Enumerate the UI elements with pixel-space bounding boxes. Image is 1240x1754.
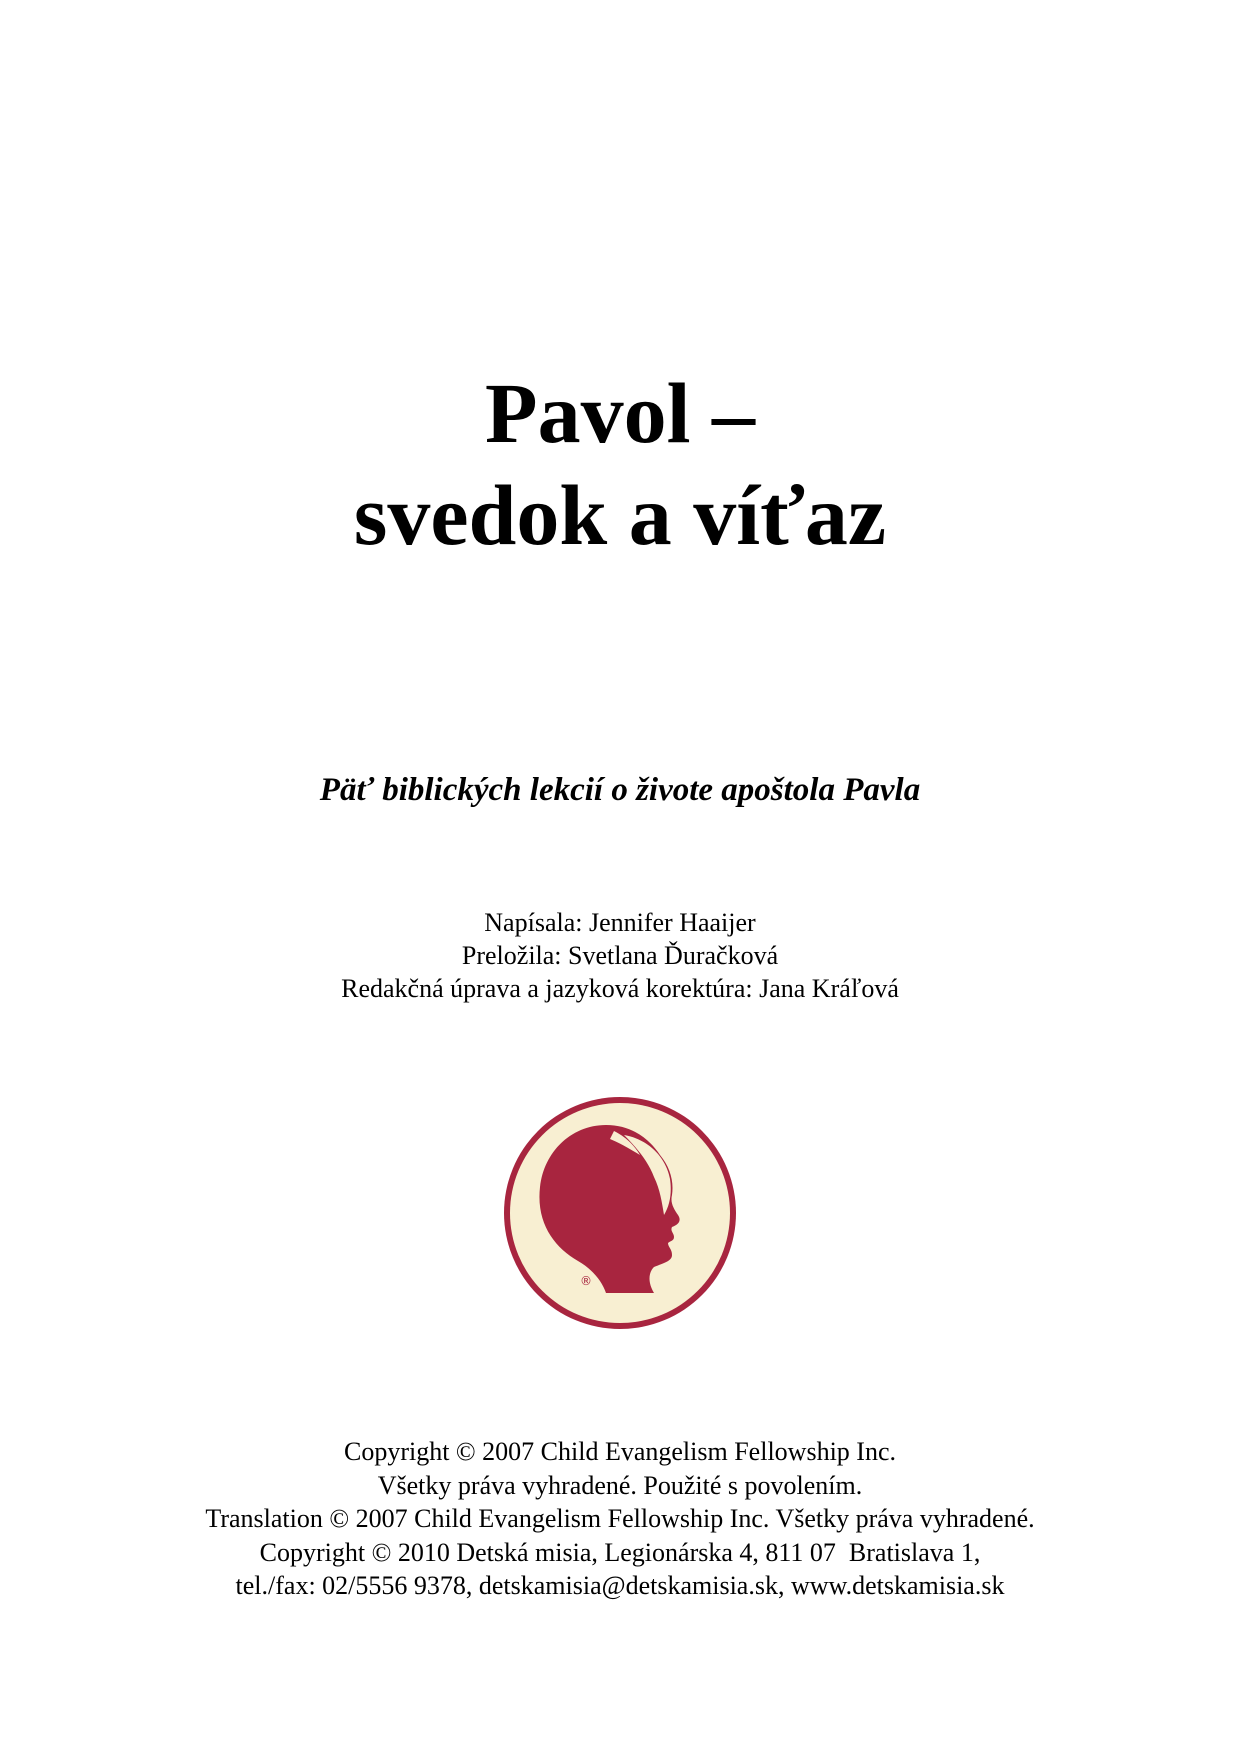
- copyright-line-3: Translation © 2007 Child Evangelism Fellowship Inc. Všetky práva vyhradené.: [205, 1504, 1035, 1533]
- logo-graphic: [502, 1095, 738, 1331]
- copyright-line-1: Copyright © 2007 Child Evangelism Fellowship Inc.: [343, 1437, 896, 1466]
- author-credit: Napísala: Jennifer Haaijer: [484, 908, 756, 937]
- title-line-2: svedok a víťaz: [353, 467, 887, 563]
- copyright-line-2: Všetky práva vyhradené. Použité s povolením.: [377, 1470, 863, 1500]
- copyright-line-4: Copyright © 2010 Detská misia, Legionárska 4, 811 07 Bratislava 1,: [259, 1537, 981, 1567]
- page-title: [0, 362, 1240, 566]
- copyright-block: [0, 1435, 1240, 1603]
- title-line-1: Pavol –: [485, 365, 755, 461]
- copyright-line-5: tel./fax: 02/5556 9378, detskamisia@detskamisia.sk, www.detskamisia.sk: [235, 1571, 1005, 1600]
- child-profile-logo-icon: [502, 1095, 738, 1331]
- translator-credit: Preložila: Svetlana Ďuračková: [461, 941, 779, 970]
- editor-credit: Redakčná úprava a jazyková korektúra: Jana Kráľová: [341, 974, 899, 1003]
- registered-mark: ®: [580, 1274, 592, 1288]
- credits: [0, 906, 1240, 1005]
- subtitle: Päť biblických lekcií o živote apoštola Pavla: [319, 772, 921, 808]
